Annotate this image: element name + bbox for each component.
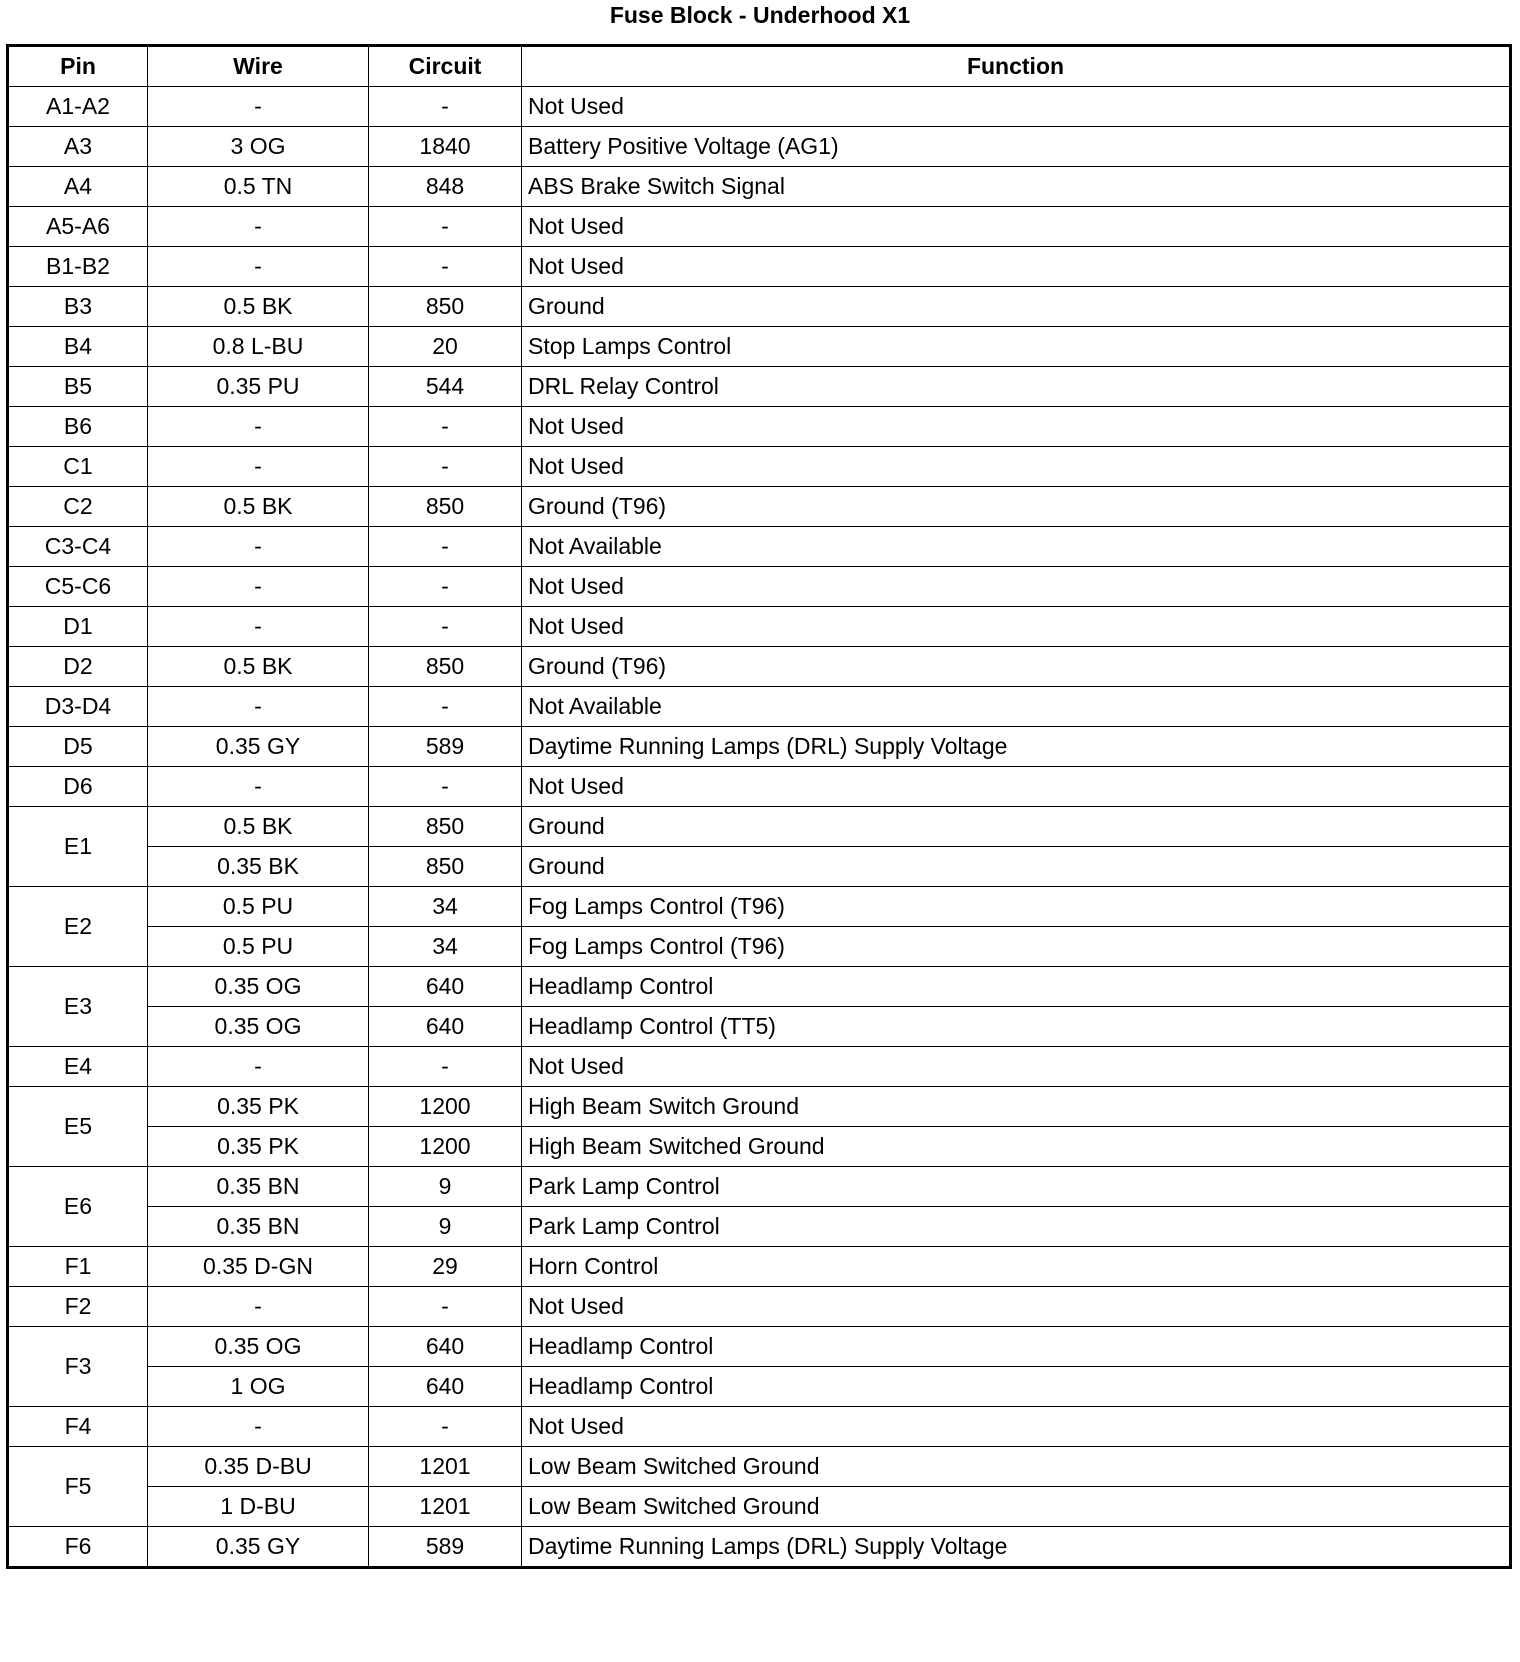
wire-cell: 0.35 D-BU — [148, 1447, 369, 1487]
pin-cell: D2 — [8, 647, 148, 687]
circuit-cell: 589 — [369, 1527, 522, 1568]
table-row — [8, 1167, 1511, 1207]
wire-cell: 0.5 BK — [148, 487, 369, 527]
function-cell: ABS Brake Switch Signal — [522, 167, 1511, 207]
function-cell: DRL Relay Control — [522, 367, 1511, 407]
table-row — [8, 1047, 1511, 1087]
circuit-cell: 29 — [369, 1247, 522, 1287]
wire-cell: 0.35 GY — [148, 727, 369, 767]
circuit-cell: 1201 — [369, 1447, 522, 1487]
table-row — [8, 1287, 1511, 1327]
circuit-cell: 850 — [369, 807, 522, 847]
function-cell: Fog Lamps Control (T96) — [522, 927, 1511, 967]
wire-cell: - — [148, 1407, 369, 1447]
pin-cell: C5-C6 — [8, 567, 148, 607]
pin-cell: B4 — [8, 327, 148, 367]
circuit-cell: 850 — [369, 647, 522, 687]
function-cell: Low Beam Switched Ground — [522, 1487, 1511, 1527]
circuit-cell: - — [369, 607, 522, 647]
wire-cell: 0.35 D-GN — [148, 1247, 369, 1287]
pin-cell: F3 — [8, 1327, 148, 1407]
wire-column-header: Wire — [148, 46, 369, 87]
pin-cell: B5 — [8, 367, 148, 407]
table-row — [8, 1367, 1511, 1407]
circuit-cell: 640 — [369, 967, 522, 1007]
circuit-cell: 34 — [369, 927, 522, 967]
wire-cell: 0.5 PU — [148, 887, 369, 927]
pin-cell: A3 — [8, 127, 148, 167]
wire-cell: 3 OG — [148, 127, 369, 167]
circuit-cell: - — [369, 1407, 522, 1447]
function-cell: Not Used — [522, 407, 1511, 447]
function-cell: Ground — [522, 807, 1511, 847]
circuit-cell: 640 — [369, 1367, 522, 1407]
table-header-row — [8, 46, 1511, 87]
function-cell: Headlamp Control — [522, 1327, 1511, 1367]
circuit-cell: 9 — [369, 1167, 522, 1207]
circuit-cell: - — [369, 687, 522, 727]
wire-cell: 0.5 BK — [148, 807, 369, 847]
table-row — [8, 1087, 1511, 1127]
table-row — [8, 887, 1511, 927]
circuit-cell: 850 — [369, 287, 522, 327]
pin-cell: B6 — [8, 407, 148, 447]
wire-cell: 0.35 PK — [148, 1127, 369, 1167]
wire-cell: 0.35 PU — [148, 367, 369, 407]
pin-cell: F5 — [8, 1447, 148, 1527]
pin-cell: B3 — [8, 287, 148, 327]
circuit-cell: 1201 — [369, 1487, 522, 1527]
table-row — [8, 1447, 1511, 1487]
table-row — [8, 447, 1511, 487]
table-row — [8, 527, 1511, 567]
function-cell: Not Available — [522, 687, 1511, 727]
table-row — [8, 1007, 1511, 1047]
function-cell: Ground (T96) — [522, 647, 1511, 687]
circuit-cell: - — [369, 1047, 522, 1087]
circuit-cell: 850 — [369, 847, 522, 887]
circuit-cell: - — [369, 527, 522, 567]
wire-cell: 0.35 OG — [148, 1007, 369, 1047]
circuit-cell: 34 — [369, 887, 522, 927]
wire-cell: - — [148, 567, 369, 607]
table-row — [8, 127, 1511, 167]
circuit-cell: 9 — [369, 1207, 522, 1247]
function-cell: Not Used — [522, 207, 1511, 247]
pin-cell: C1 — [8, 447, 148, 487]
table-row — [8, 807, 1511, 847]
circuit-cell: 1200 — [369, 1087, 522, 1127]
circuit-cell: 589 — [369, 727, 522, 767]
table-row — [8, 687, 1511, 727]
table-row — [8, 87, 1511, 127]
circuit-cell: 850 — [369, 487, 522, 527]
function-cell: Headlamp Control (TT5) — [522, 1007, 1511, 1047]
wire-cell: 0.35 BK — [148, 847, 369, 887]
wire-cell: 0.35 PK — [148, 1087, 369, 1127]
table-row — [8, 1407, 1511, 1447]
function-cell: Not Used — [522, 1287, 1511, 1327]
wire-cell: 0.8 L-BU — [148, 327, 369, 367]
function-cell: Daytime Running Lamps (DRL) Supply Voltage — [522, 727, 1511, 767]
wire-cell: - — [148, 687, 369, 727]
wire-cell: - — [148, 207, 369, 247]
pin-cell: F6 — [8, 1527, 148, 1568]
function-cell: Fog Lamps Control (T96) — [522, 887, 1511, 927]
circuit-cell: 640 — [369, 1327, 522, 1367]
table-row — [8, 1127, 1511, 1167]
function-cell: Ground — [522, 847, 1511, 887]
pin-cell: D5 — [8, 727, 148, 767]
table-row — [8, 647, 1511, 687]
function-cell: High Beam Switch Ground — [522, 1087, 1511, 1127]
table-row — [8, 1327, 1511, 1367]
pin-cell: E3 — [8, 967, 148, 1047]
function-cell: Not Available — [522, 527, 1511, 567]
wire-cell: 0.35 OG — [148, 967, 369, 1007]
function-cell: Horn Control — [522, 1247, 1511, 1287]
circuit-column-header: Circuit — [369, 46, 522, 87]
wire-cell: - — [148, 607, 369, 647]
circuit-cell: 20 — [369, 327, 522, 367]
wire-cell: 0.35 BN — [148, 1207, 369, 1247]
pin-cell: E2 — [8, 887, 148, 967]
function-cell: High Beam Switched Ground — [522, 1127, 1511, 1167]
circuit-cell: 544 — [369, 367, 522, 407]
wire-cell: - — [148, 767, 369, 807]
function-cell: Headlamp Control — [522, 1367, 1511, 1407]
wire-cell: 0.35 GY — [148, 1527, 369, 1568]
function-cell: Stop Lamps Control — [522, 327, 1511, 367]
table-row — [8, 1527, 1511, 1568]
table-row — [8, 847, 1511, 887]
pin-cell: D6 — [8, 767, 148, 807]
pin-cell: D1 — [8, 607, 148, 647]
pin-cell: F2 — [8, 1287, 148, 1327]
pin-cell: C2 — [8, 487, 148, 527]
table-body — [8, 87, 1511, 1568]
connector-table — [6, 44, 1512, 1569]
wire-cell: 0.5 BK — [148, 287, 369, 327]
table-row — [8, 327, 1511, 367]
pin-cell: F1 — [8, 1247, 148, 1287]
circuit-cell: 640 — [369, 1007, 522, 1047]
pin-cell: D3-D4 — [8, 687, 148, 727]
wire-cell: 0.35 BN — [148, 1167, 369, 1207]
circuit-cell: 1200 — [369, 1127, 522, 1167]
wire-cell: - — [148, 1287, 369, 1327]
function-cell: Not Used — [522, 567, 1511, 607]
function-cell: Ground (T96) — [522, 487, 1511, 527]
function-cell: Park Lamp Control — [522, 1167, 1511, 1207]
pin-cell: E1 — [8, 807, 148, 887]
table-row — [8, 407, 1511, 447]
function-cell: Not Used — [522, 1407, 1511, 1447]
wire-cell: - — [148, 247, 369, 287]
function-cell: Ground — [522, 287, 1511, 327]
wire-cell: 0.35 OG — [148, 1327, 369, 1367]
function-cell: Park Lamp Control — [522, 1207, 1511, 1247]
function-cell: Not Used — [522, 767, 1511, 807]
table-row — [8, 727, 1511, 767]
function-cell: Not Used — [522, 447, 1511, 487]
pin-cell: E4 — [8, 1047, 148, 1087]
function-cell: Daytime Running Lamps (DRL) Supply Voltage — [522, 1527, 1511, 1568]
wire-cell: - — [148, 527, 369, 567]
circuit-cell: - — [369, 1287, 522, 1327]
table-row — [8, 287, 1511, 327]
circuit-cell: - — [369, 207, 522, 247]
table-row — [8, 567, 1511, 607]
circuit-cell: - — [369, 567, 522, 607]
function-cell: Low Beam Switched Ground — [522, 1447, 1511, 1487]
pin-cell: A1-A2 — [8, 87, 148, 127]
circuit-cell: - — [369, 247, 522, 287]
wire-cell: 1 OG — [148, 1367, 369, 1407]
wire-cell: - — [148, 407, 369, 447]
function-cell: Not Used — [522, 247, 1511, 287]
table-row — [8, 247, 1511, 287]
wire-cell: 1 D-BU — [148, 1487, 369, 1527]
pin-cell: B1-B2 — [8, 247, 148, 287]
pin-column-header: Pin — [8, 46, 148, 87]
wire-cell: 0.5 PU — [148, 927, 369, 967]
circuit-cell: - — [369, 447, 522, 487]
pin-cell: A5-A6 — [8, 207, 148, 247]
wire-cell: - — [148, 447, 369, 487]
table-row — [8, 167, 1511, 207]
table-row — [8, 607, 1511, 647]
function-cell: Not Used — [522, 1047, 1511, 1087]
table-row — [8, 367, 1511, 407]
pin-cell: A4 — [8, 167, 148, 207]
wire-cell: 0.5 BK — [148, 647, 369, 687]
pin-cell: C3-C4 — [8, 527, 148, 567]
table-row — [8, 767, 1511, 807]
circuit-cell: 848 — [369, 167, 522, 207]
table-row — [8, 1207, 1511, 1247]
table-row — [8, 1247, 1511, 1287]
function-cell: Headlamp Control — [522, 967, 1511, 1007]
table-row — [8, 1487, 1511, 1527]
pin-cell: E6 — [8, 1167, 148, 1247]
table-row — [8, 207, 1511, 247]
pin-cell: F4 — [8, 1407, 148, 1447]
page-title: Fuse Block - Underhood X1 — [609, 2, 911, 28]
circuit-cell: - — [369, 87, 522, 127]
circuit-cell: 1840 — [369, 127, 522, 167]
table-row — [8, 967, 1511, 1007]
wire-cell: 0.5 TN — [148, 167, 369, 207]
wire-cell: - — [148, 87, 369, 127]
circuit-cell: - — [369, 767, 522, 807]
function-cell: Not Used — [522, 87, 1511, 127]
table-row — [8, 927, 1511, 967]
pin-cell: E5 — [8, 1087, 148, 1167]
table-row — [8, 487, 1511, 527]
wire-cell: - — [148, 1047, 369, 1087]
circuit-cell: - — [369, 407, 522, 447]
function-cell: Battery Positive Voltage (AG1) — [522, 127, 1511, 167]
function-column-header: Function — [522, 46, 1511, 87]
function-cell: Not Used — [522, 607, 1511, 647]
